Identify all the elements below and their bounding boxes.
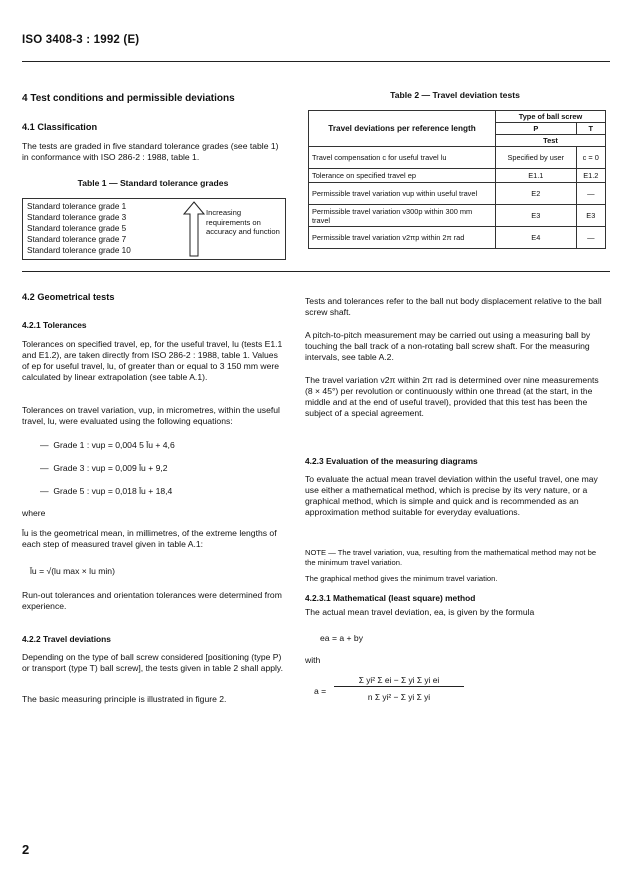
document-id: ISO 3408-3 : 1992 (E) (22, 34, 140, 46)
table-row (309, 227, 606, 249)
table-cell: E3 (496, 205, 577, 227)
table-1 (22, 198, 286, 260)
table-cell: — (576, 183, 605, 205)
equation-grade-1: — Grade 1 : vup = 0,004 5 l̄u + 4,6 (40, 440, 175, 450)
equation-a-numerator: Σ yi² Σ ei − Σ yi Σ yi ei (334, 675, 464, 687)
where-label: where (22, 508, 46, 518)
right-paragraph-1: Tests and tolerances refer to the ball nut body displacement relative to the ball screw shaft. (305, 296, 602, 317)
table-cell: E3 (576, 205, 605, 227)
section-rule (22, 271, 610, 272)
table-row (309, 169, 606, 183)
arrow-label: Increasing requirements on accuracy and function (206, 208, 280, 236)
section-4-2-3-title: 4.2.3 Evaluation of the measuring diagrams (305, 456, 478, 466)
equation-grade-5: — Grade 5 : vup = 0,018 l̄u + 18,4 (40, 486, 173, 496)
grade-item: Standard tolerance grade 3 (27, 213, 127, 222)
mean-definition: l̄u is the geometrical mean, in millimetres, of the extreme lengths of each step of measured travel given in table A.1: (22, 528, 277, 549)
equation-geometric-mean: l̄u = √(lu max × lu min) (30, 566, 115, 576)
note-travel-variation: NOTE — The travel variation, vua, resulting from the mathematical method may not be the minimum travel variation. (305, 547, 597, 567)
section-4-title: 4 Test conditions and permissible deviations (22, 93, 235, 104)
up-arrow-icon (183, 201, 205, 257)
section-4-2-2-paragraph-2: The basic measuring principle is illustrated in figure 2. (22, 694, 227, 704)
section-4-2-1-title: 4.2.1 Tolerances (22, 320, 87, 330)
table-cell: E2 (496, 183, 577, 205)
table-row (309, 205, 606, 227)
section-4-1-paragraph: The tests are graded in five standard tolerance grades (see table 1) in conformance with ISO 286-2 : 1988, table 1. (22, 141, 279, 162)
with-label: with (305, 655, 321, 665)
section-4-2-3-paragraph: To evaluate the actual mean travel deviation within the useful travel, one may use either a mathematical method, which is precise by its very nature, or a graphical method, which is simple and quick and is recommended as an approximation method suitable for everyday evaluations. (305, 474, 598, 517)
equation-ea: ea = a + by (320, 633, 364, 643)
section-4-2-1-paragraph-1: Tolerances on specified travel, ep, for the useful travel, lu (tests E1.1 and E1.2), are taken directly from ISO 286-2 : 1988, table 1. Values of ep for useful travel, lu, of greater than or equal to 3 150 mm were calculated by linear extrapolation (see table A.1). (22, 339, 283, 382)
section-4-2-3-1-paragraph: The actual mean travel deviation, ea, is given by the formula (305, 607, 535, 617)
grade-item: Standard tolerance grade 5 (27, 224, 127, 233)
section-4-2-title: 4.2 Geometrical tests (22, 292, 115, 302)
section-4-2-1-paragraph-2: Tolerances on travel variation, vup, in micrometres, within the useful travel, lu, were evaluated using the following equations: (22, 405, 280, 426)
table-cell: Specified by user (496, 147, 577, 169)
table-2-header-deviations: Travel deviations per reference length (309, 111, 496, 147)
note-graphical-method: The graphical method gives the minimum travel variation. (305, 573, 498, 583)
right-paragraph-2: A pitch-to-pitch measurement may be carried out using a measuring ball by touching the ball track of a non-rotating ball screw shaft. For the measuring intervals, see table A.2. (305, 330, 591, 362)
right-paragraph-3: The travel variation v2π within 2π rad is determined over nine measurements (8 × 45°) per revolution or continuously within one thread (at the start, in the middle and at the end of useful travel), provided that this test has been the subject of a special agreement. (305, 375, 599, 418)
equation-a-lhs: a = (314, 686, 327, 696)
table-cell: — (576, 227, 605, 249)
table-2-header-t: T (576, 123, 605, 135)
table-1-caption: Table 1 — Standard tolerance grades (77, 178, 229, 188)
table-row (309, 183, 606, 205)
grade-item: Standard tolerance grade 10 (27, 246, 131, 255)
table-cell: Tolerance on specified travel ep (309, 169, 496, 183)
grade-list (27, 201, 131, 256)
table-cell: Travel compensation c for useful travel lu (309, 147, 496, 169)
equation-a-denominator: n Σ yi² − Σ yi Σ yi (367, 692, 431, 702)
page-number: 2 (22, 842, 30, 857)
table-cell: E1.2 (576, 169, 605, 183)
table-row (309, 147, 606, 169)
table-cell: E1.1 (496, 169, 577, 183)
header-rule (22, 61, 610, 62)
grade-item: Standard tolerance grade 7 (27, 235, 127, 244)
grade-item: Standard tolerance grade 1 (27, 202, 127, 211)
table-cell: c = 0 (576, 147, 605, 169)
table-2-header-type: Type of ball screw (496, 111, 606, 123)
table-cell: Permissible travel variation vup within useful travel (309, 183, 496, 205)
table-cell: Permissible travel variation v2πp within 2π rad (309, 227, 496, 249)
table-2-header-test: Test (496, 135, 606, 147)
table-2-header-p: P (496, 123, 577, 135)
table-cell: Permissible travel variation v300p within 300 mm travel (309, 205, 496, 227)
table-2-caption: Table 2 — Travel deviation tests (390, 90, 520, 100)
section-4-2-2-title: 4.2.2 Travel deviations (22, 634, 111, 644)
section-4-2-2-paragraph-1: Depending on the type of ball screw considered [positioning (type P) or transport (type T) ball screw], the tests given in table 2 shall apply. (22, 652, 283, 673)
table-cell: E4 (496, 227, 577, 249)
table-2 (308, 110, 606, 249)
section-4-2-3-1-title: 4.2.3.1 Mathematical (least square) method (305, 593, 476, 603)
runout-paragraph: Run-out tolerances and orientation tolerances were determined from experience. (22, 590, 282, 611)
section-4-1-title: 4.1 Classification (22, 122, 98, 132)
equation-grade-3: — Grade 3 : vup = 0,009 l̄u + 9,2 (40, 463, 168, 473)
